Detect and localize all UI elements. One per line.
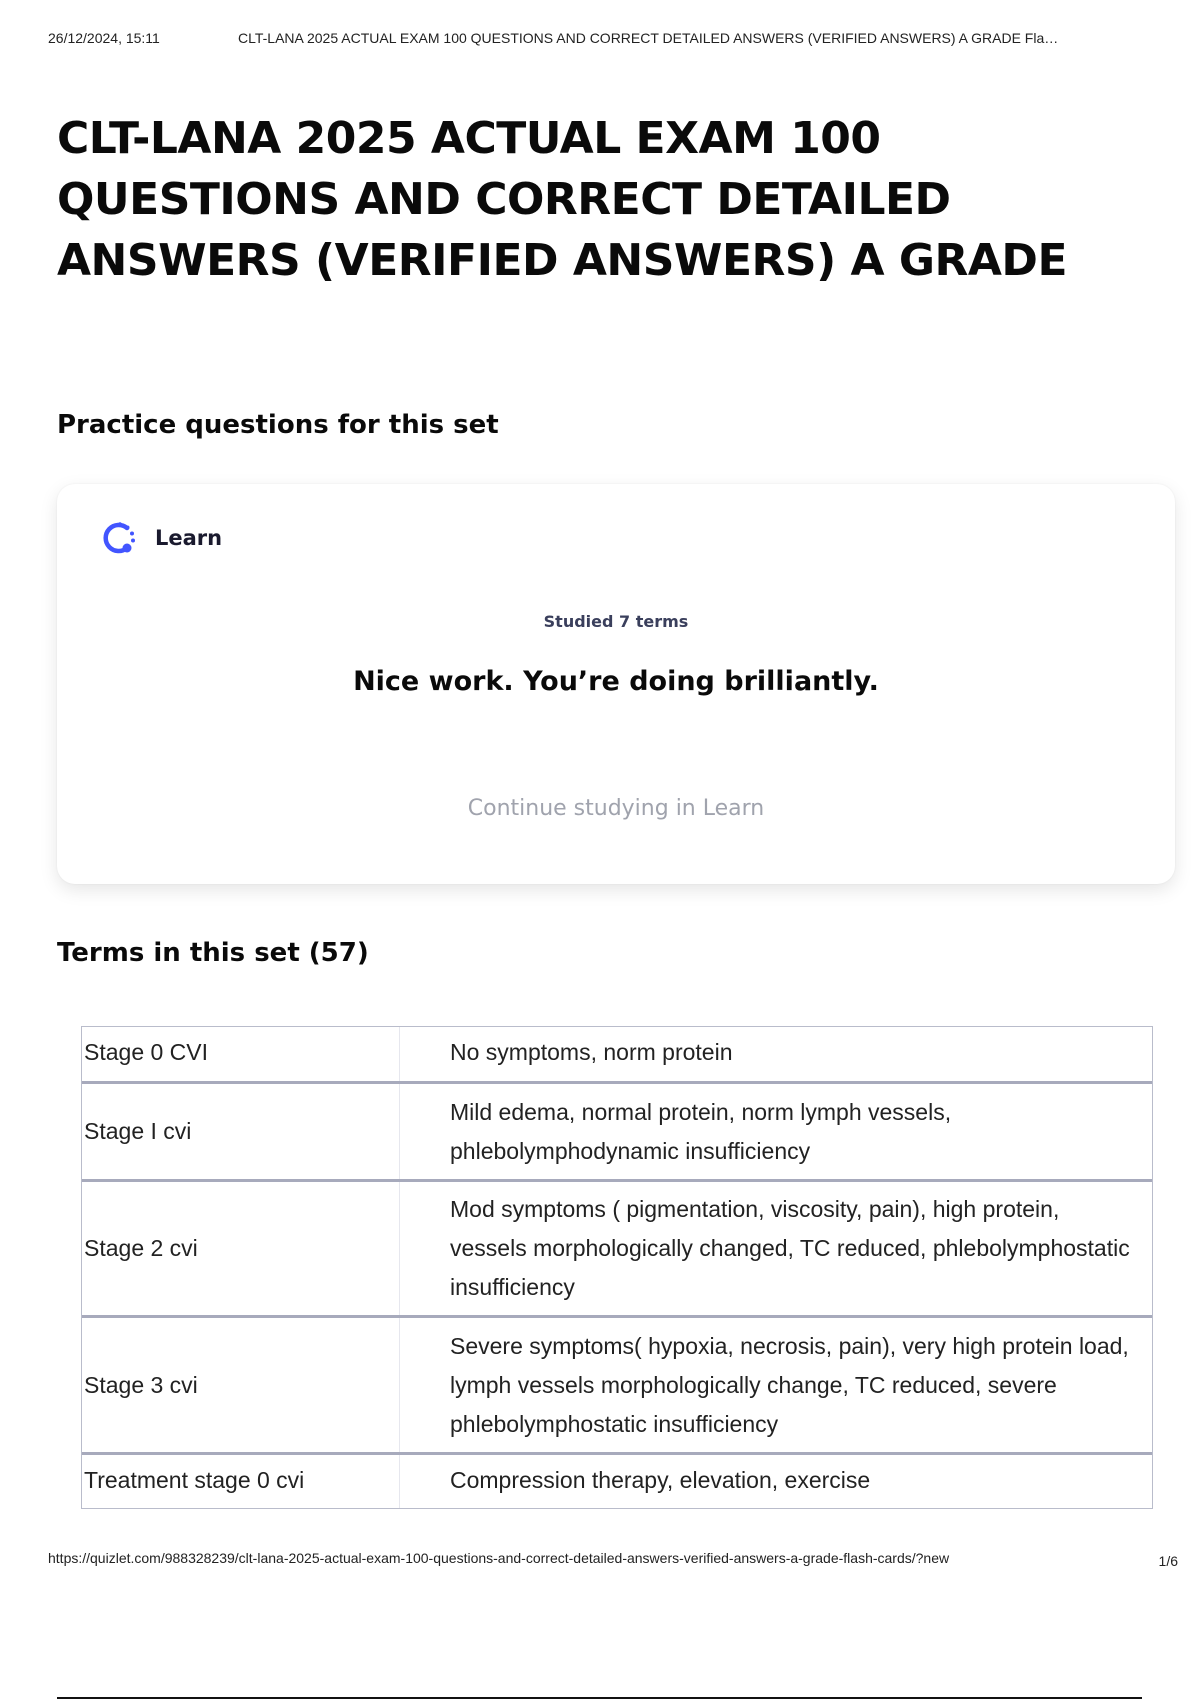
table-row: [82, 1027, 1152, 1081]
definition-text: Mild edema, normal protein, norm lymph vessels, phlebolymphodynamic insufficiency: [450, 1098, 952, 1164]
term-text: Stage 2 cvi: [82, 1182, 400, 1315]
term-text: Stage 0 CVI: [82, 1027, 400, 1081]
studied-count: Studied 7 terms: [543, 612, 689, 631]
learn-progress-icon: [97, 516, 141, 560]
encouragement-message: Nice work. You’re doing brilliantly.: [353, 666, 879, 697]
print-footer: [48, 1550, 1184, 1569]
print-date: 26/12/2024, 15:11: [48, 30, 160, 46]
term-text: Stage 3 cvi: [82, 1318, 400, 1452]
page-divider: [57, 1697, 1142, 1699]
page-number: 1/6: [1158, 1553, 1178, 1569]
table-row: [82, 1452, 1152, 1508]
terms-table: [81, 1026, 1153, 1509]
definition-text: Compression therapy, elevation, exercise: [450, 1467, 871, 1493]
continue-learn-link[interactable]: Continue studying in Learn: [467, 796, 765, 821]
print-header: [48, 30, 1168, 46]
practice-heading: Practice questions for this set: [57, 410, 499, 440]
definition-text: No symptoms, norm protein: [450, 1039, 733, 1065]
learn-mode-header[interactable]: [97, 516, 222, 560]
table-row: [82, 1315, 1152, 1452]
table-row: [82, 1081, 1152, 1179]
definition-text: Severe symptoms( hypoxia, necrosis, pain), very high protein load, lymph vessels morphologically change, TC reduced, severe phlebolymphostatic insufficiency: [450, 1332, 1129, 1437]
learn-label: Learn: [155, 526, 223, 550]
table-row: [82, 1179, 1152, 1315]
definition-text: Mod symptoms ( pigmentation, viscosity, pain), high protein, vessels morphologically changed, TC reduced, phlebolymphostatic insufficiency: [450, 1196, 1130, 1300]
terms-heading: Terms in this set (57): [57, 938, 369, 968]
print-doc-title: CLT-LANA 2025 ACTUAL EXAM 100 QUESTIONS AND CORRECT DETAILED ANSWERS (VERIFIED ANSWERS) A GRADE Fla…: [238, 30, 1059, 46]
learn-card: [57, 484, 1175, 884]
term-text: Stage I cvi: [82, 1084, 400, 1179]
page-url: https://quizlet.com/988328239/clt-lana-2025-actual-exam-100-questions-and-correct-detailed-answers-verified-answers-a-grade-flash-cards/?new: [48, 1550, 950, 1566]
page-title: CLT-LANA 2025 ACTUAL EXAM 100 QUESTIONS AND CORRECT DETAILED ANSWERS (VERIFIED ANSWERS) A GRADE: [57, 113, 1067, 286]
term-text: Treatment stage 0 cvi: [82, 1455, 400, 1508]
